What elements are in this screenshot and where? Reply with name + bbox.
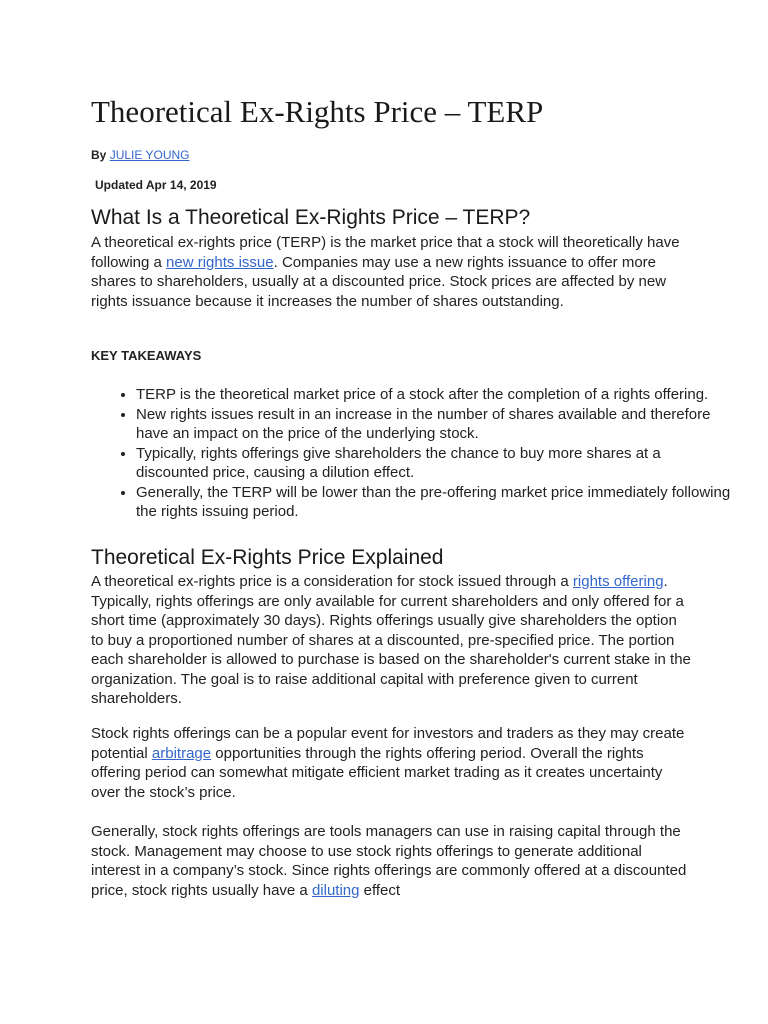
explained-text-a: A theoretical ex-rights price is a consideration for stock issued through a <box>91 573 573 590</box>
intro-paragraph <box>91 233 691 311</box>
takeaway-item: • Typically, rights offerings give shareholders the chance to buy more shares at a discounted price, causing a dilution effect. <box>136 444 736 483</box>
author-link[interactable]: JULIE YOUNG <box>109 148 190 162</box>
takeaway-item: • New rights issues result in an increase in the number of shares available and therefore have an impact on the price of the underlying stock. <box>136 405 736 444</box>
section-heading-what-is: What Is a Theoretical Ex-Rights Price – TERP? <box>91 206 531 229</box>
key-takeaways-list <box>91 385 736 522</box>
new-rights-issue-link[interactable]: new rights issue <box>166 253 274 271</box>
explained-paragraph-1 <box>91 572 691 709</box>
rights-offering-link[interactable]: rights offering <box>572 573 664 590</box>
takeaway-item: • Generally, the TERP will be lower than the pre-offering market price immediately following the rights issuing period. <box>136 483 736 522</box>
intro-text-a: A theoretical ex-rights price (TERP) is the market price that a stock will theoretically have following a <box>91 234 680 271</box>
by-label: By <box>91 148 107 162</box>
explained-paragraph-2 <box>91 724 691 802</box>
byline <box>91 147 190 163</box>
explained-p2-text-a: Stock rights offerings can be a popular event for investors and traders as they may create potential <box>91 725 685 762</box>
explained-p3-text-a: Generally, stock rights offerings are tools managers can use in raising capital through the stock. Management may choose to use stock rights offerings to generate additional interest in a company’s stock. Since rights offerings are commonly offered at a discounted price, stock rights usually have a <box>91 823 687 899</box>
explained-text-b: . Typically, rights offerings are only available for current shareholders and only offered for a short time (approximately 30 days). Rights offerings usually give shareholders the option to buy a proportioned number of shares at a discounted, pre-specified price. The portion each shareholder is allowed to purchase is based on the shareholder's current stake in the organization. The goal is to raise additional capital with preference given to current shareholders. <box>91 573 691 707</box>
explained-p3-text-b: effect <box>359 881 401 899</box>
explained-paragraph-3 <box>91 822 691 900</box>
key-takeaways-label: KEY TAKEAWAYS <box>91 348 202 363</box>
diluting-link[interactable]: diluting <box>311 881 360 899</box>
section-heading-explained: Theoretical Ex-Rights Price Explained <box>91 546 444 569</box>
arbitrage-link[interactable]: arbitrage <box>151 744 212 762</box>
updated-date: Updated Apr 14, 2019 <box>95 178 217 192</box>
article-title: Theoretical Ex-Rights Price – TERP <box>91 94 544 129</box>
takeaway-item: • TERP is the theoretical market price of a stock after the completion of a rights offering. <box>136 385 736 405</box>
intro-text-b: . Companies may use a new rights issuance to offer more shares to shareholders, usually at a discounted price. Stock prices are affected by new rights issuance because it increases the number of shares outstanding. <box>91 253 667 310</box>
explained-p2-text-b: opportunities through the rights offering period. Overall the rights offering period can somewhat mitigate efficient market trading as it creates uncertainty over the stock’s price. <box>91 744 663 801</box>
